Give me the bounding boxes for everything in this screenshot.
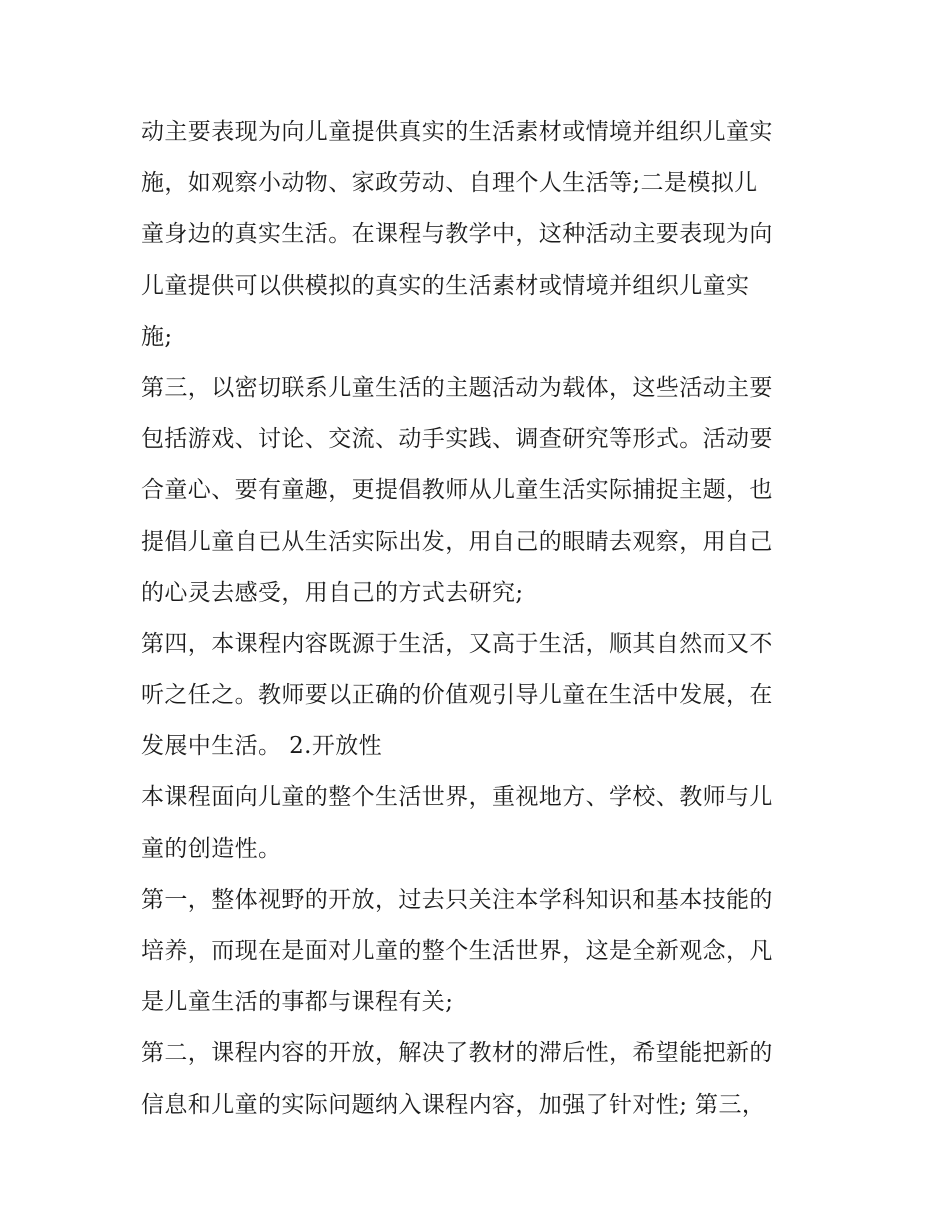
text-line: 培养，而现在是面对儿童的整个生活世界，这是全新观念，凡 [141,938,773,964]
text-line: 施，如观察小动物、家政劳动、自理个人生活等;二是模拟儿 [141,170,758,197]
text-line: 本课程面向儿童的整个生活世界，重视地方、学校、教师与儿 [141,784,773,811]
text-line: 包括游戏、讨论、交流、动手实践、调查研究等形式。活动要 [141,426,773,453]
text-line: 信息和儿童的实际问题纳入课程内容，加强了针对性; 第三， [141,1091,766,1118]
text-line: 第二，课程内容的开放，解决了教材的滞后性，希望能把新的 [141,1040,773,1067]
text-line: 发展中生活。 2.开放性 [141,733,383,760]
text-line: 第三，以密切联系儿童生活的主题活动为载体，这些活动主要 [141,374,773,401]
text-line: 是儿童生活的事都与课程有关; [141,989,454,1016]
text-line: 童身边的真实生活。在课程与教学中，这种活动主要表现为向 [141,221,773,248]
text-line: 动主要表现为向儿童提供真实的生活素材或情境并组织儿童实 [141,119,773,145]
text-line: 第四，本课程内容既源于生活，又高于生活，顺其自然而又不 [141,630,773,657]
text-line: 提倡儿童自已从生活实际出发，用自己的眼睛去观察，用自己 [141,528,773,555]
text-line: 的心灵去感受，用自己的方式去研究; [141,579,524,606]
text-line: 童的创造性。 [141,835,282,862]
text-line: 施; [141,323,173,350]
document-body [141,107,813,1131]
text-line: 第一，整体视野的开放，过去只关注本学科知识和基本技能的 [141,886,773,913]
text-line: 合童心、要有童趣，更提倡教师从儿童生活实际捕捉主题，也 [141,477,773,504]
text-line: 儿童提供可以供模拟的真实的生活素材或情境并组织儿童实 [141,272,750,299]
text-line: 听之任之。教师要以正确的价值观引导儿童在生活中发展，在 [141,682,773,709]
